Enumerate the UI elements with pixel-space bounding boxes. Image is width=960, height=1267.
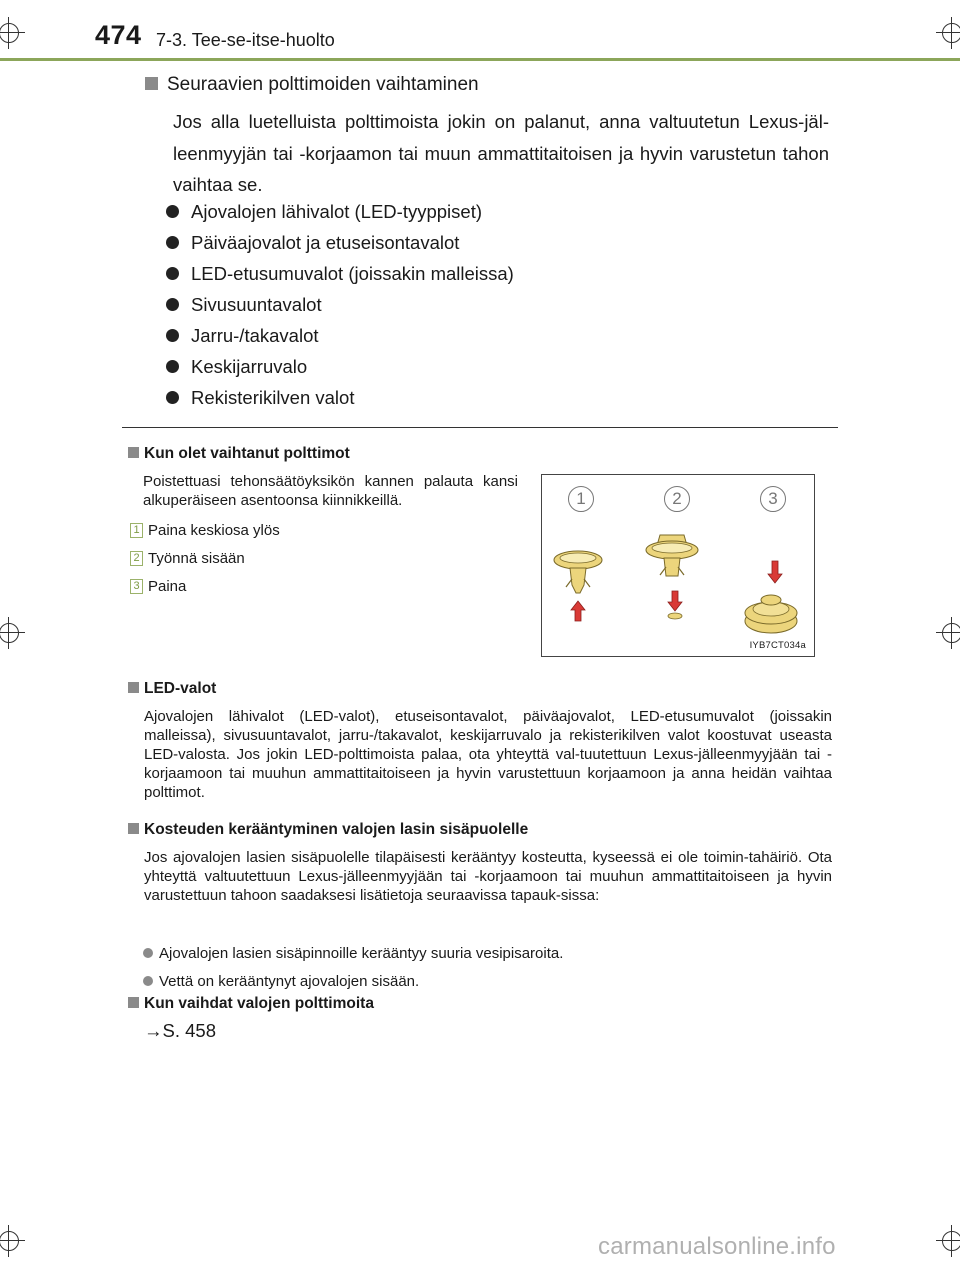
figure-label-2: 2	[664, 486, 690, 512]
figure-label-3: 3	[760, 486, 786, 512]
bullet-icon	[166, 236, 179, 249]
square-bullet-icon	[145, 77, 158, 90]
list-item: Sivusuuntavalot	[166, 289, 514, 320]
step-2	[130, 550, 245, 567]
step-label: Paina	[148, 578, 187, 595]
replace-heading-text: Seuraavien polttimoiden vaihtaminen	[167, 74, 479, 95]
list-item: LED-etusumuvalot (joissakin malleissa)	[166, 258, 514, 289]
bullet-icon	[166, 329, 179, 342]
arrow-up-icon	[571, 601, 585, 621]
moisture-list	[143, 939, 563, 995]
figure-label-1: 1	[568, 486, 594, 512]
bullet-icon	[166, 205, 179, 218]
clip-illustration	[542, 475, 816, 658]
bullet-icon	[166, 360, 179, 373]
watermark: carmanualsonline.info	[598, 1233, 836, 1260]
bullet-icon	[166, 267, 179, 280]
led-text: Ajovalojen lähivalot (LED-valot), etuseisontavalot, päiväajovalot, LED-etusumuvalot (joissakin malleissa), sivusuuntavalot, jarru-/takavalot, keskijarruvalo ja rekisterikilven valot koostuvat useasta LED-valosta. Jos jokin LED-polttimoista palaa, ota yhteyttä val-tuutettuun Lexus-jälleenmyyjään tai -korjaamoon tai muuhun ammattitaitoiseen ja hyvin varustettuun korjaamoon ja anna heidän vaihtaa polttimot.	[144, 708, 832, 801]
header-rule	[0, 58, 960, 61]
square-bullet-icon	[128, 823, 139, 834]
list-item: Jarru-/takavalot	[166, 320, 514, 351]
step-label: Paina keskiosa ylös	[148, 522, 280, 539]
led-heading: LED-valot	[128, 680, 216, 698]
square-bullet-icon	[128, 997, 139, 1008]
bulb-list	[166, 196, 514, 413]
bullet-icon	[143, 948, 153, 958]
page-reference-link[interactable]: →S. 458	[144, 1020, 216, 1041]
bullet-icon	[143, 976, 153, 986]
crop-mark-bottom-left	[0, 1225, 25, 1257]
replace-intro: Jos alla luetelluista polttimoista jokin on palanut, anna valtuutetun Lexus-jäl-leenmyyjän tai -korjaamon tai muun ammattitaitoisen ja hyvin varustetun tahon vaihtaa se.	[173, 111, 829, 195]
step-1	[130, 522, 280, 539]
crop-mark-mid-right	[936, 617, 960, 649]
replace-heading	[145, 74, 479, 96]
change-heading: Kun vaihdat valojen polttimoita	[128, 995, 374, 1013]
list-item: Vettä on kerääntynyt ajovalojen sisään.	[143, 967, 563, 995]
clip-figure	[541, 474, 815, 657]
arrow-down-icon	[768, 561, 782, 583]
section-divider	[122, 427, 838, 428]
step-3	[130, 578, 186, 595]
step-number: 2	[130, 551, 143, 566]
crop-mark-mid-left	[0, 617, 25, 649]
bullet-icon	[166, 298, 179, 311]
arrow-down-icon	[668, 591, 682, 611]
step-number: 1	[130, 523, 143, 538]
page-number: 474	[95, 20, 142, 50]
list-item: Rekisterikilven valot	[166, 382, 514, 413]
step-label: Työnnä sisään	[148, 550, 245, 567]
crop-mark-bottom-right	[936, 1225, 960, 1257]
list-item: Keskijarruvalo	[166, 351, 514, 382]
clip-1-icon	[554, 551, 602, 593]
list-item: Päiväajovalot ja etuseisontavalot	[166, 227, 514, 258]
moisture-text: Jos ajovalojen lasien sisäpuolelle tilapäisesti kerääntyy kosteutta, kyseessä ei ole toimin-tahäiriö. Ota yhteyttä valtuutettuun Lexus-jälleenmyyjään tai -korjaamoon tai muuhun ammattitaitoiseen ja hyvin varustettuun tahoon saadaksesi lisätietoja seuraavissa tapauk-sissa:	[144, 849, 832, 904]
after-text: Poistettuasi tehonsäätöyksikön kannen palauta kansi alkuperäiseen asentoonsa kiinnikkeillä.	[143, 473, 518, 509]
page-header	[0, 0, 960, 68]
square-bullet-icon	[128, 447, 139, 458]
square-bullet-icon	[128, 682, 139, 693]
list-item: Ajovalojen lasien sisäpinnoille kerääntyy suuria vesipisaroita.	[143, 939, 563, 967]
after-heading: Kun olet vaihtanut polttimot	[128, 445, 350, 463]
list-item: Ajovalojen lähivalot (LED-tyyppiset)	[166, 196, 514, 227]
section-title: 7-3. Tee-se-itse-huolto	[156, 30, 335, 50]
bullet-icon	[166, 391, 179, 404]
clip-3-icon	[745, 595, 797, 633]
moisture-heading: Kosteuden kerääntyminen valojen lasin sisäpuolelle	[128, 821, 528, 839]
step-number: 3	[130, 579, 143, 594]
figure-code: IYB7CT034a	[749, 640, 806, 651]
